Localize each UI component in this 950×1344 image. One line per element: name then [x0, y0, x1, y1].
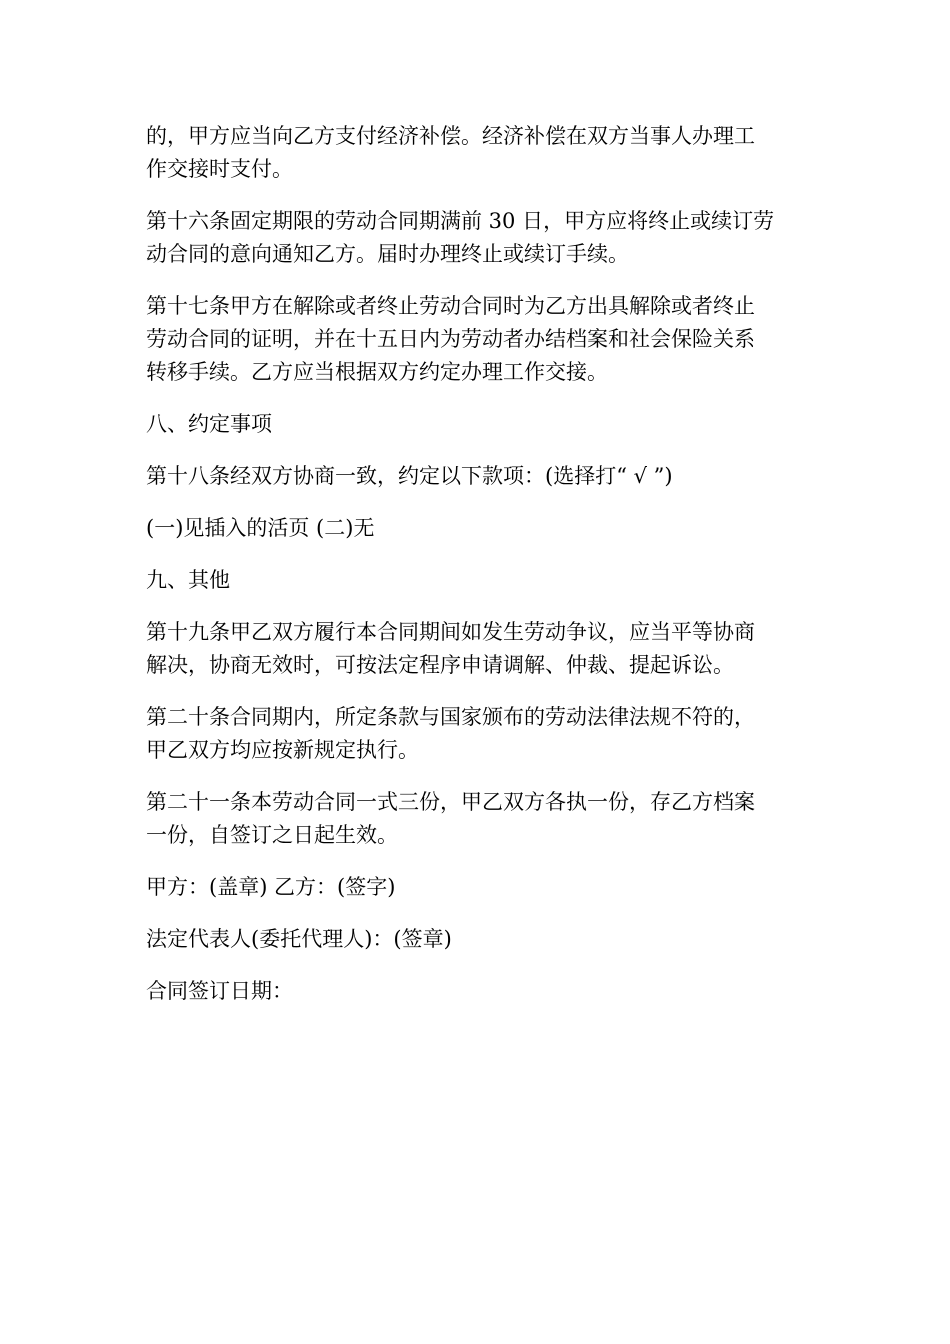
section-heading-agreed-matters [146, 408, 808, 441]
paragraph-article-20 [146, 701, 808, 767]
text-line: 合同签订日期： [146, 979, 293, 1003]
text-line: 劳动合同的证明，并在十五日内为劳动者办结档案和社会保险关系 [146, 327, 755, 351]
paragraph-article-17 [146, 290, 808, 389]
paragraph-article-19 [146, 616, 808, 682]
legal-representative-line [146, 923, 808, 956]
text-line: 第十九条甲乙双方履行本合同期间如发生劳动争议，应当平等协商 [146, 620, 755, 644]
text-line: 第十八条经双方协商一致，约定以下款项：(选择打“ √ ”) [146, 464, 673, 488]
section-heading-text: 八、约定事项 [146, 412, 272, 436]
paragraph-compensation-continued [146, 120, 808, 186]
text-line: 第二十一条本劳动合同一式三份，甲乙双方各执一份，存乙方档案 [146, 790, 755, 814]
text-line: 甲乙双方均应按新规定执行。 [146, 738, 419, 762]
text-line: 的，甲方应当向乙方支付经济补偿。经济补偿在双方当事人办理工 [146, 124, 755, 148]
paragraph-options [146, 512, 808, 545]
text-line: 第二十条合同期内，所定条款与国家颁布的劳动法律法规不符的， [146, 705, 755, 729]
section-heading-text: 九、其他 [146, 568, 230, 592]
signature-parties-line [146, 871, 808, 904]
text-line: 动合同的意向通知乙方。届时办理终止或续订手续。 [146, 242, 629, 266]
paragraph-article-16 [146, 205, 808, 271]
text-line: 解决，协商无效时，可按法定程序申请调解、仲裁、提起诉讼。 [146, 653, 734, 677]
text-line: 作交接时支付。 [146, 157, 293, 181]
text-line: 一份，自签订之日起生效。 [146, 823, 398, 847]
paragraph-article-18 [146, 460, 808, 493]
text-line: 第十七条甲方在解除或者终止劳动合同时为乙方出具解除或者终止 [146, 294, 755, 318]
section-heading-other [146, 564, 808, 597]
document-body [146, 120, 808, 1027]
paragraph-article-21 [146, 786, 808, 852]
text-line: 转移手续。乙方应当根据双方约定办理工作交接。 [146, 360, 608, 384]
text-line: 第十六条固定期限的劳动合同期满前 30 日，甲方应将终止或续订劳 [146, 209, 775, 233]
text-line: (一)见插入的活页 (二)无 [146, 516, 375, 540]
text-line: 法定代表人(委托代理人)：(签章) [146, 927, 452, 951]
contract-sign-date-line [146, 975, 808, 1008]
text-line: 甲方：(盖章) 乙方：(签字) [146, 875, 396, 899]
